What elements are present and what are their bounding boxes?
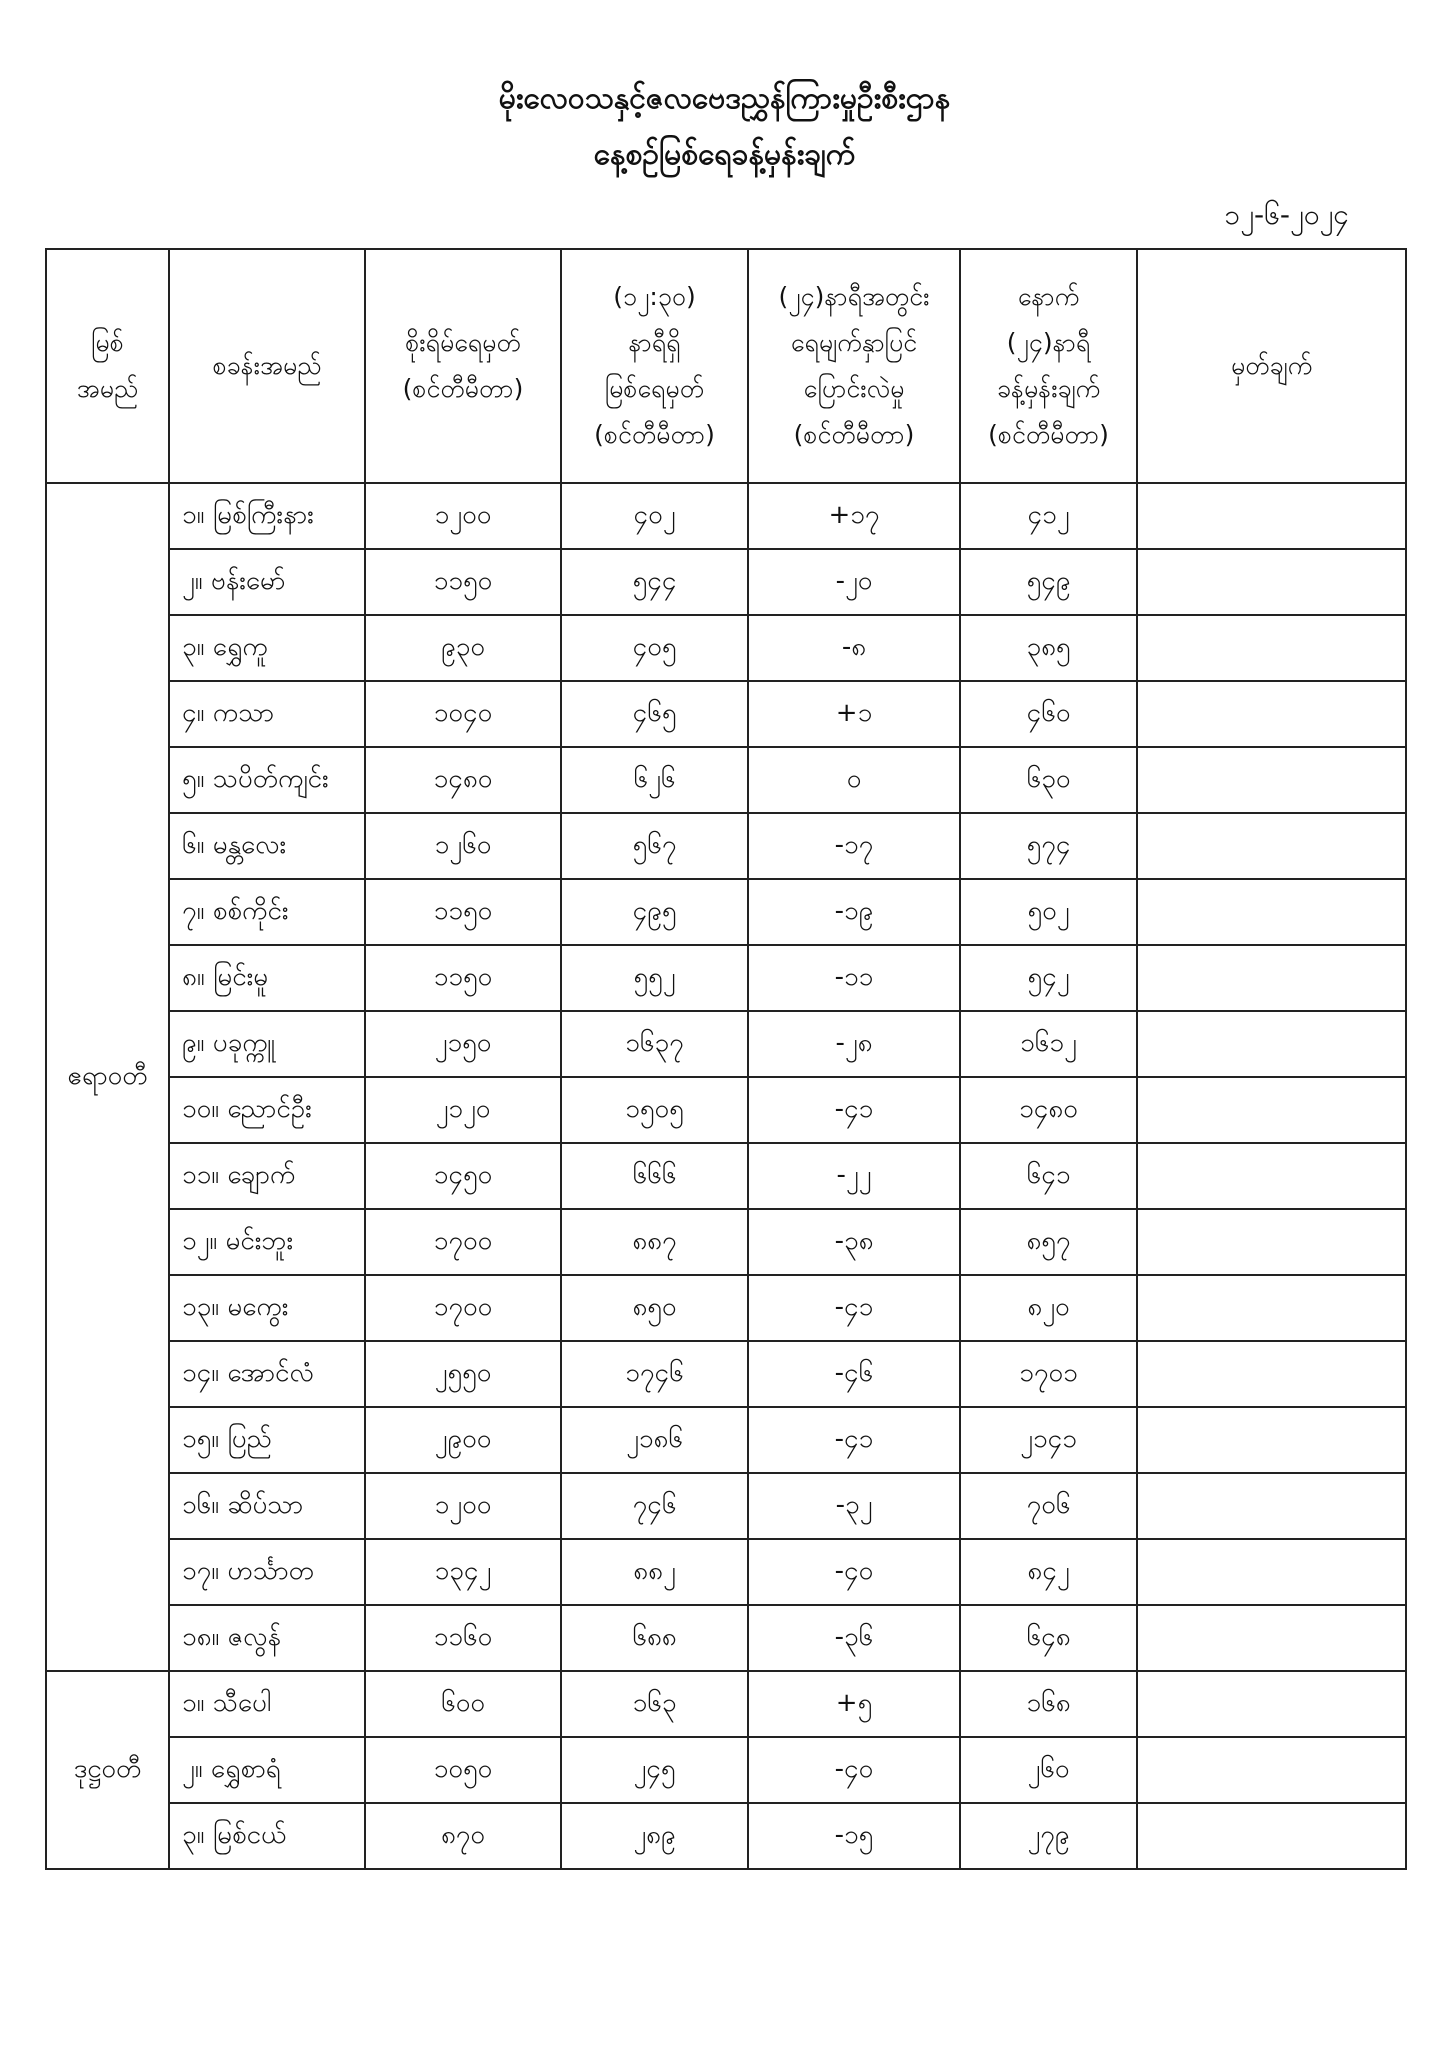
header-line: နာရီရှိ [628,328,681,357]
table-row [46,1341,1406,1407]
level-change: -၄၁ [748,1275,960,1341]
current-level: ၇၄၆ [561,1473,748,1539]
level-change: +၅ [748,1671,960,1737]
header-line: ခန့်မှန်းချက် [996,374,1101,403]
level-change: -၄၁ [748,1077,960,1143]
forecast-level: ၄၆၀ [960,681,1137,747]
station-name: ၇။ စစ်ကိုင်း [169,879,365,945]
level-change: -၃၆ [748,1605,960,1671]
header-24h-change [748,249,960,483]
remarks-cell [1137,1407,1406,1473]
station-name: ၉။ ပခုက္ကူ [169,1011,365,1077]
remarks-cell [1137,1539,1406,1605]
station-name: ၁၅။ ပြည် [169,1407,365,1473]
header-line: စိုးရိမ်ရေမှတ် [405,328,521,357]
document-title: မိုးလေဝသနှင့်ဇလဗေဒညွှန်ကြားမှုဦးစီးဌာန [498,81,951,116]
level-change: -၄၁ [748,1407,960,1473]
danger-level: ၂၁၂၀ [365,1077,561,1143]
level-change: -၂၂ [748,1143,960,1209]
remarks-cell [1137,1143,1406,1209]
danger-level: ၁၁၆၀ [365,1605,561,1671]
table-row [46,945,1406,1011]
danger-level: ၁၄၅၀ [365,1143,561,1209]
level-change: -၄၆ [748,1341,960,1407]
header-line: (၂၄)နာရီ [1006,328,1091,357]
table-row [46,1671,1406,1737]
table-row [46,1011,1406,1077]
table-row [46,1077,1406,1143]
level-change: -၄၀ [748,1539,960,1605]
forecast-level: ၁၄၈၀ [960,1077,1137,1143]
current-level: ၅၄၄ [561,549,748,615]
current-level: ၆၈၈ [561,1605,748,1671]
station-name: ၁။ မြစ်ကြီးနား [169,483,365,549]
forecast-level: ၆၄၈ [960,1605,1137,1671]
danger-level: ၁၇၀၀ [365,1275,561,1341]
header-line: (စင်တီမီတာ) [402,374,524,403]
header-line: (၂၄)နာရီအတွင်း [778,282,930,311]
table-row [46,1275,1406,1341]
danger-level: ၂၅၅၀ [365,1341,561,1407]
level-change: -၁၅ [748,1803,960,1869]
table-row [46,879,1406,945]
danger-level: ၈၇၀ [365,1803,561,1869]
header-line: (စင်တီမီတာ) [793,420,915,449]
danger-level: ၆၀၀ [365,1671,561,1737]
forecast-level: ၅၄၉ [960,549,1137,615]
current-level: ၂၄၅ [561,1737,748,1803]
header-line: (၁၂:၃၀) [613,282,696,311]
level-change: +၁ [748,681,960,747]
header-line: မြစ်ရေမှတ် [604,374,705,403]
header-line: မှတ်ချက် [1230,351,1313,380]
danger-level: ၁၂၆၀ [365,813,561,879]
river-name: ဒုဋ္ဌဝတီ [46,1671,169,1869]
river-name: ဧရာဝတီ [46,483,169,1671]
table-row [46,1209,1406,1275]
remarks-cell [1137,1341,1406,1407]
table-row [46,1605,1406,1671]
forecast-level: ၂၆၀ [960,1737,1137,1803]
station-name: ၁၄။ အောင်လံ [169,1341,365,1407]
station-name: ၈။ မြင်းမူ [169,945,365,1011]
header-line: (စင်တီမီတာ) [988,420,1109,449]
level-change: +၁၇ [748,483,960,549]
header-line: စခန်းအမည် [212,351,322,380]
current-level: ၄၆၅ [561,681,748,747]
level-change: -၃၈ [748,1209,960,1275]
forecast-level: ၆၄၁ [960,1143,1137,1209]
forecast-level: ၂၇၉ [960,1803,1137,1869]
danger-level: ၂၉၀၀ [365,1407,561,1473]
station-name: ၁၈။ ဇလွန် [169,1605,365,1671]
forecast-level: ၄၁၂ [960,483,1137,549]
remarks-cell [1137,879,1406,945]
station-name: ၄။ ကသာ [169,681,365,747]
remarks-cell [1137,1803,1406,1869]
remarks-cell [1137,1737,1406,1803]
forecast-level: ၃၈၅ [960,615,1137,681]
header-line: မြစ် [91,328,124,357]
danger-level: ၁၀၅၀ [365,1737,561,1803]
header-line: ပြောင်းလဲမှု [803,374,905,403]
header-danger-level [365,249,561,483]
current-level: ၁၆၃၇ [561,1011,748,1077]
station-name: ၂။ ဗန်းမော် [169,549,365,615]
header-remarks [1137,249,1406,483]
forecast-level: ၆၃၀ [960,747,1137,813]
current-level: ၈၈၇ [561,1209,748,1275]
forecast-level: ၈၄၂ [960,1539,1137,1605]
danger-level: ၉၃၀ [365,615,561,681]
forecast-level: ၈၅၇ [960,1209,1137,1275]
station-name: ၁၁။ ချောက် [169,1143,365,1209]
remarks-cell [1137,1275,1406,1341]
table-row [46,1407,1406,1473]
forecast-level: ၂၁၄၁ [960,1407,1137,1473]
table-row [46,681,1406,747]
table-row [46,747,1406,813]
remarks-cell [1137,483,1406,549]
station-name: ၅။ သပိတ်ကျင်း [169,747,365,813]
forecast-level: ၁၆၈ [960,1671,1137,1737]
current-level: ၈၈၂ [561,1539,748,1605]
table-row [46,1803,1406,1869]
forecast-level: ၅၀၂ [960,879,1137,945]
forecast-level: ၅၄၂ [960,945,1137,1011]
table-header [46,249,1406,483]
remarks-cell [1137,1605,1406,1671]
current-level: ၅၅၂ [561,945,748,1011]
remarks-cell [1137,615,1406,681]
remarks-cell [1137,1011,1406,1077]
forecast-level: ၁၇၀၁ [960,1341,1137,1407]
table-row [46,1473,1406,1539]
level-change: -၂၀ [748,549,960,615]
table-row [46,813,1406,879]
level-change: -၃၂ [748,1473,960,1539]
level-change: -၁၁ [748,945,960,1011]
current-level: ၄၉၅ [561,879,748,945]
remarks-cell [1137,1473,1406,1539]
header-station [169,249,365,483]
header-line: နောက် [1017,282,1080,311]
danger-level: ၁၁၅၀ [365,879,561,945]
station-name: ၁၂။ မင်းဘူး [169,1209,365,1275]
danger-level: ၂၁၅၀ [365,1011,561,1077]
danger-level: ၁၂၀၀ [365,483,561,549]
level-change: -၄၀ [748,1737,960,1803]
remarks-cell [1137,1077,1406,1143]
remarks-cell [1137,681,1406,747]
table-body [46,483,1406,1869]
header-line: ရေမျက်နှာပြင် [790,328,918,357]
current-level: ၂၈၉ [561,1803,748,1869]
table-row [46,1737,1406,1803]
current-level: ၁၇၄၆ [561,1341,748,1407]
table-row [46,615,1406,681]
table-row [46,483,1406,549]
station-name: ၁၃။ မကွေး [169,1275,365,1341]
level-change: -၁၉ [748,879,960,945]
station-name: ၁၆။ ဆိပ်သာ [169,1473,365,1539]
remarks-cell [1137,1209,1406,1275]
forecast-level: ၇၀၆ [960,1473,1137,1539]
level-change: ၀ [748,747,960,813]
forecast-table [45,248,1407,1870]
remarks-cell [1137,813,1406,879]
remarks-cell [1137,1671,1406,1737]
station-name: ၁၀။ ညောင်ဦး [169,1077,365,1143]
station-name: ၁၇။ ဟင်္သာတ [169,1539,365,1605]
danger-level: ၁၂၀၀ [365,1473,561,1539]
forecast-level: ၁၆၁၂ [960,1011,1137,1077]
remarks-cell [1137,747,1406,813]
header-river [46,249,169,483]
table-row [46,1539,1406,1605]
level-change: -၁၇ [748,813,960,879]
danger-level: ၁၁၅၀ [365,945,561,1011]
danger-level: ၁၃၄၂ [365,1539,561,1605]
current-level: ၄၀၅ [561,615,748,681]
level-change: -၈ [748,615,960,681]
table-row [46,1143,1406,1209]
remarks-cell [1137,549,1406,615]
station-name: ၁။ သီပေါ [169,1671,365,1737]
station-name: ၃။ မြစ်ငယ် [169,1803,365,1869]
current-level: ၈၅၀ [561,1275,748,1341]
current-level: ၁၅၀၅ [561,1077,748,1143]
header-forecast [960,249,1137,483]
current-level: ၆၆၆ [561,1143,748,1209]
current-level: ၅၆၇ [561,813,748,879]
document-subtitle: နေ့စဉ်မြစ်ရေခန့်မှန်းချက် [593,137,856,172]
table-row [46,549,1406,615]
current-level: ၄၀၂ [561,483,748,549]
danger-level: ၁၄၈၀ [365,747,561,813]
header-line: အမည် [76,374,139,403]
danger-level: ၁၁၅၀ [365,549,561,615]
header-current-level [561,249,748,483]
current-level: ၁၆၃ [561,1671,748,1737]
station-name: ၃။ ရွှေကူ [169,615,365,681]
report-date: ၁၂-၆-၂၀၂၄ [1224,198,1349,231]
station-name: ၂။ ရွှေစာရံ [169,1737,365,1803]
current-level: ၂၁၈၆ [561,1407,748,1473]
station-name: ၆။ မန္တလေး [169,813,365,879]
forecast-level: ၈၂၀ [960,1275,1137,1341]
remarks-cell [1137,945,1406,1011]
header-line: (စင်တီမီတာ) [594,420,715,449]
danger-level: ၁၇၀၀ [365,1209,561,1275]
current-level: ၆၂၆ [561,747,748,813]
forecast-level: ၅၇၄ [960,813,1137,879]
danger-level: ၁၀၄၀ [365,681,561,747]
level-change: -၂၈ [748,1011,960,1077]
